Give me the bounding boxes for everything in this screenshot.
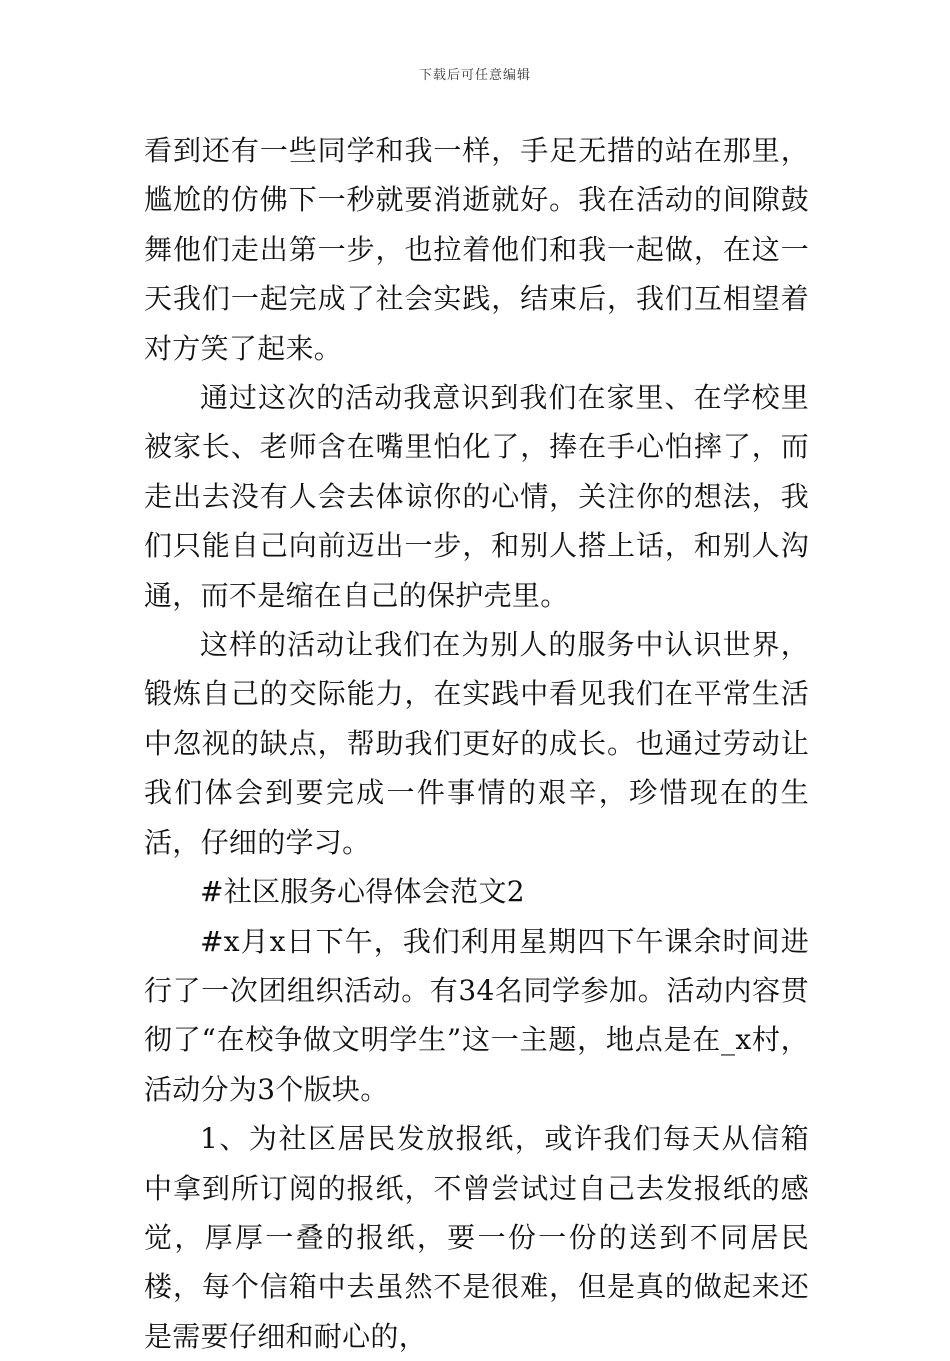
paragraph-5: 1、为社区居民发放报纸，或许我们每天从信箱中拿到所订阅的报纸，不曾尝试过自己去发报纸的感觉，厚厚一叠的报纸，要一份一份的送到不同居民楼，每个信箱中去虽然不是很难，但是真的做起来还是需要仔细和耐心的， bbox=[144, 1122, 809, 1353]
paragraph-4: #x月x日下午，我们利用星期四下午课余时间进行了一次团组织活动。有34名同学参加。活动内容贯彻了“在校争做文明学生”这一主题，地点是在_x村，活动分为3个版块。 bbox=[144, 924, 809, 1106]
section-heading: #社区服务心得体会范文2 bbox=[200, 875, 525, 909]
paragraph-1: 看到还有一些同学和我一样，手足无措的站在那里，尴尬的仿佛下一秒就要消逝就好。我在活动的间隙鼓舞他们走出第一步，也拉着他们和我一起做，在这一天我们一起完成了社会实践，结束后，我们互相望着对方笑了起来。 bbox=[144, 134, 809, 365]
paragraph-3: 这样的活动让我们在为别人的服务中认识世界，锻炼自己的交际能力，在实践中看见我们在平常生活中忽视的缺点，帮助我们更好的成长。也通过劳动让我们体会到要完成一件事情的艰辛，珍惜现在的生活，仔细的学习。 bbox=[144, 628, 809, 859]
document-body bbox=[144, 126, 809, 1361]
page-header: 下载后可任意编辑 bbox=[418, 68, 531, 83]
paragraph-2: 通过这次的活动我意识到我们在家里、在学校里被家长、老师含在嘴里怕化了，捧在手心怕摔了，而走出去没有人会去体谅你的心情，关注你的想法，我们只能自己向前迈出一步，和别人搭上话，和别人沟通，而不是缩在自己的保护壳里。 bbox=[144, 381, 809, 612]
